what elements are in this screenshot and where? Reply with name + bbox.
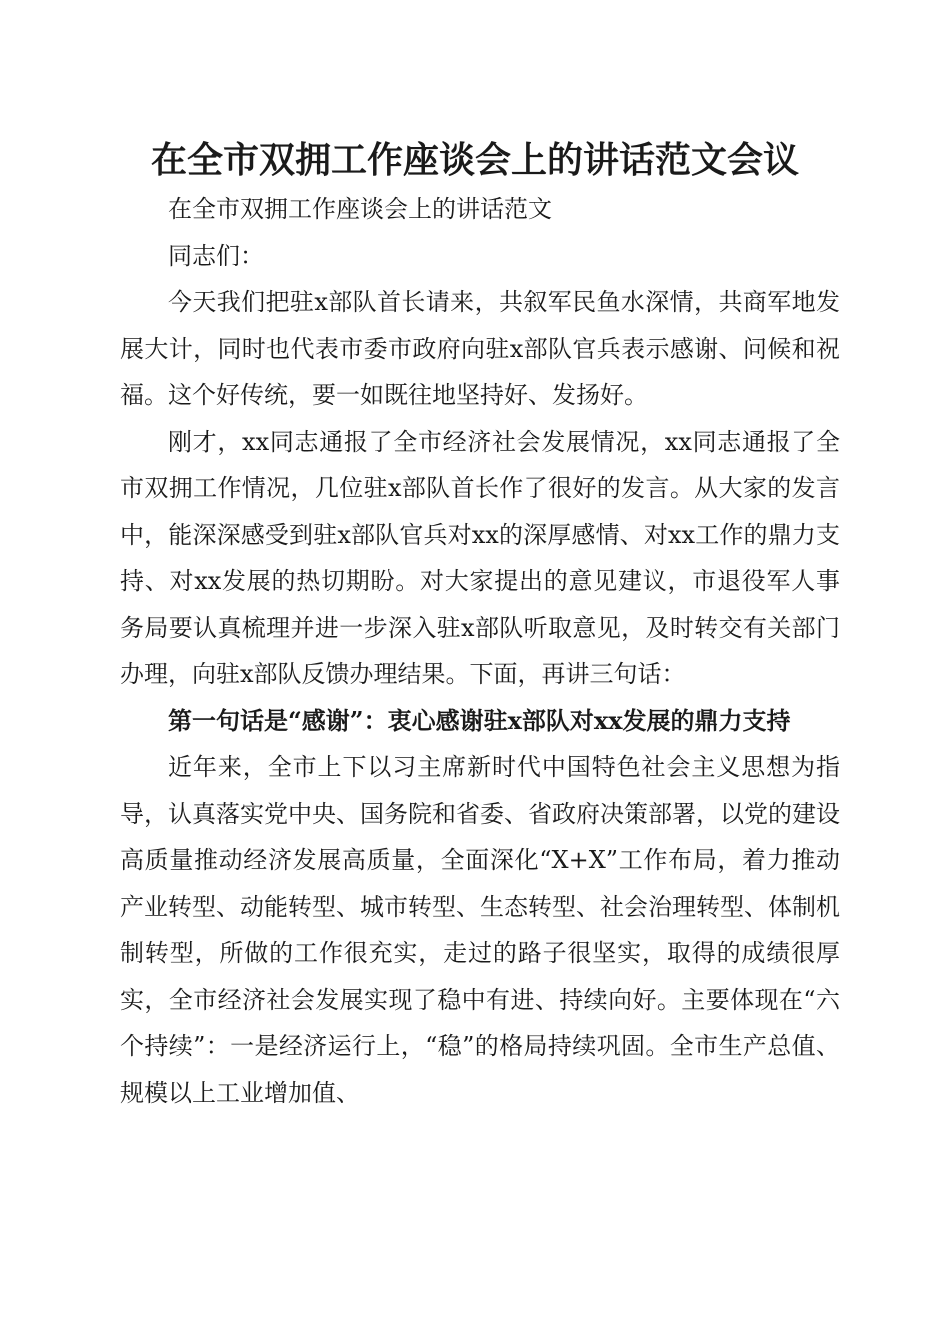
paragraph-opening: 今天我们把驻x部队首长请来，共叙军民鱼水深情，共商军地发展大计，同时也代表市委市政府向驻x部队官兵表示感谢、问候和祝福。这个好传统，要一如既往地坚持好、发扬好。 — [120, 288, 840, 409]
document-title: 在全市双拥工作座谈会上的讲话范文会议 — [150, 139, 799, 181]
paragraph-section-one: 近年来，全市上下以习主席新时代中国特色社会主义思想为指导，认真落实党中央、国务院和省委、省政府决策部署，以党的建设高质量推动经济发展高质量，全面深化“X+X”工作布局，着力推动产业转型、动能转型、城市转型、生态转型、社会治理转型、体制机制转型，所做的工作很充实，走过的路子很坚实，取得的成绩很厚实，全市经济社会发展实现了稳中有进、持续向好。主要体现在“六个持续”：一是经济运行上，“稳”的格局持续巩固。全市生产总值、规模以上工业增加值、 — [120, 753, 840, 1107]
salutation: 同志们： — [168, 241, 264, 270]
section-heading: 第一句话是“感谢”：衷心感谢驻x部队对xx发展的鼎力支持 — [168, 705, 791, 735]
document-subtitle: 在全市双拥工作座谈会上的讲话范文 — [168, 195, 552, 223]
paragraph-report: 刚才，xx同志通报了全市经济社会发展情况，xx同志通报了全市双拥工作情况，几位驻x部队首长作了很好的发言。从大家的发言中，能深深感受到驻x部队官兵对xx的深厚感情、对xx工作的鼎力支持、对xx发展的热切期盼。对大家提出的意见建议，市退役军人事务局要认真梳理并进一步深入驻x部队听取意见，及时转交有关部门办理，向驻x部队反馈办理结果。下面，再讲三句话： — [120, 427, 840, 688]
document-body — [120, 186, 840, 1116]
